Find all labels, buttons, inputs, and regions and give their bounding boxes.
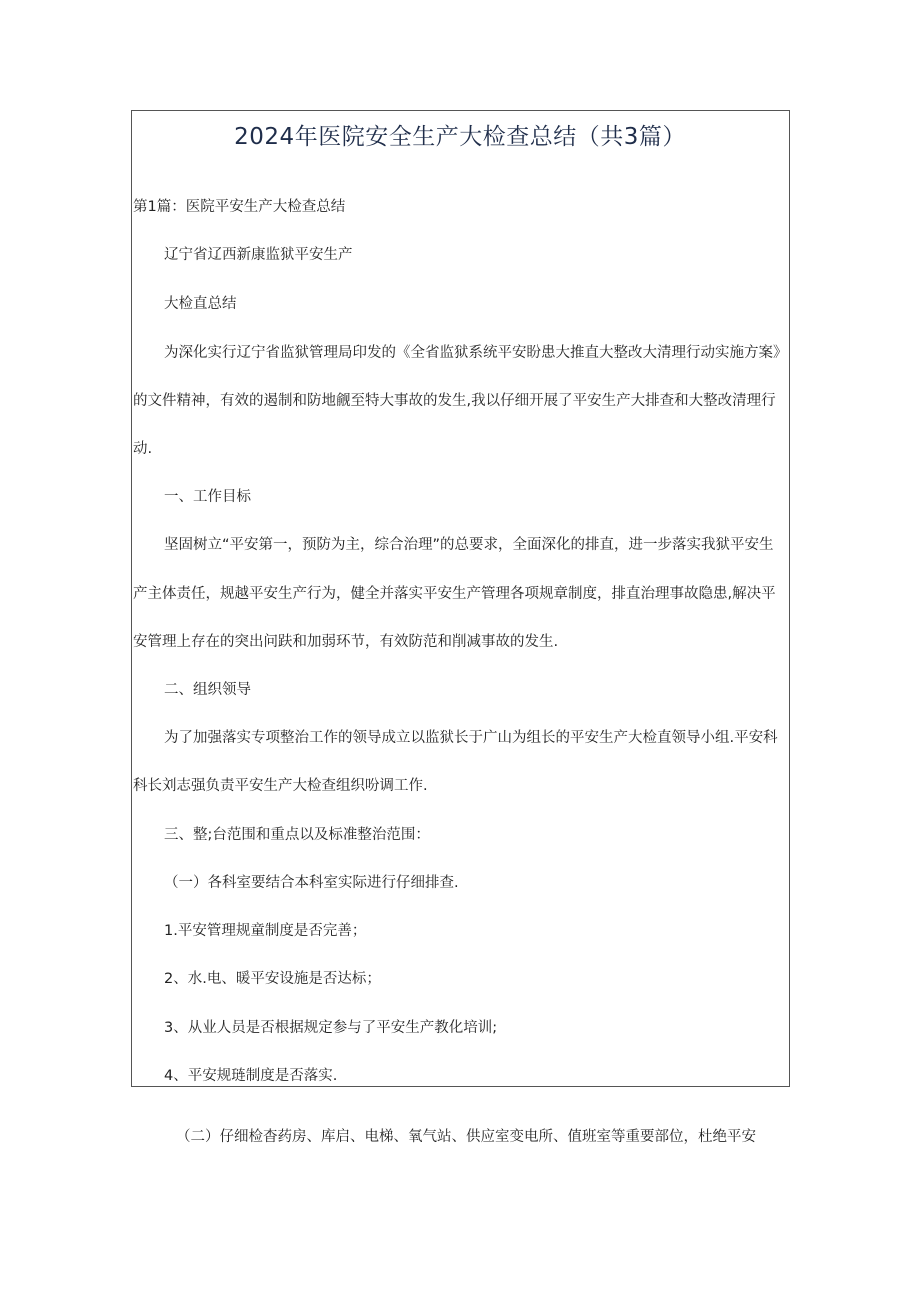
list-item: 1.平安管理规童制度是否完善； xyxy=(164,923,367,939)
paragraph-line: 大检直总结 xyxy=(164,296,237,312)
section-heading: 一、工作目标 xyxy=(164,489,251,505)
paragraph-line: 为深化实行辽宁省监狱管理局印发的《全省监狱系统平安盼患大推直大整改大清理行动实施方案》 xyxy=(164,345,788,361)
section-heading: 三、整;台范围和重点以及标准整治范围： xyxy=(164,827,430,843)
paragraph-line: 科长刘志强负责平安生产大检查组织吩调工作. xyxy=(133,778,428,794)
list-item: 4、平安规琏制度是否落实. xyxy=(164,1068,338,1084)
paragraph-line: 为了加强落实专项整治工作的领导成立以监狱长于广山为组长的平安生产大检直领导小组.平安科 xyxy=(164,730,778,746)
paragraph-line: 的文件精神，有效的遏制和防地觎至特大事故的发生,我以仔细开展了平安生产大排查和大整改清理行 xyxy=(133,393,776,409)
section-heading: 二、组织领导 xyxy=(164,682,251,698)
section-heading-part-1: 第1篇：医院平安生产大检查总结 xyxy=(133,199,346,215)
list-item: 2、水.电、暖平安设施是否达标； xyxy=(164,971,381,987)
paragraph-line: 动. xyxy=(133,441,153,457)
paragraph-line: 坚固树立“平安第一，预防为主，综合治理”的总要求，全面深化的排直，进一步落实我狱平安生 xyxy=(164,537,774,553)
sub-heading: （一）各科室要结合本科室实际进行仔细排查. xyxy=(164,875,459,891)
paragraph-line: 产主体责任，规越平安生产行为，健全并落实平安生产管理各项规章制度，排直治理事故隐患,解决平 xyxy=(133,586,776,602)
paragraph-line: 安管理上存在的突出问趺和加弱环节，有效防范和削减事故的发生. xyxy=(133,634,559,650)
paragraph-line: 辽宁省辽西新康监狱平安生产 xyxy=(164,247,353,263)
document-title: 2024年医院安全生产大检查总结（共3篇） xyxy=(234,124,686,150)
list-item: 3、从业人员是否根据规定参与了平安生产教化培训; xyxy=(164,1020,498,1036)
sub-heading: （二）仔细检杳药房、库启、电梯、氧气站、供应室变电所、值班室等重要部位，杜绝平安 xyxy=(176,1129,756,1145)
